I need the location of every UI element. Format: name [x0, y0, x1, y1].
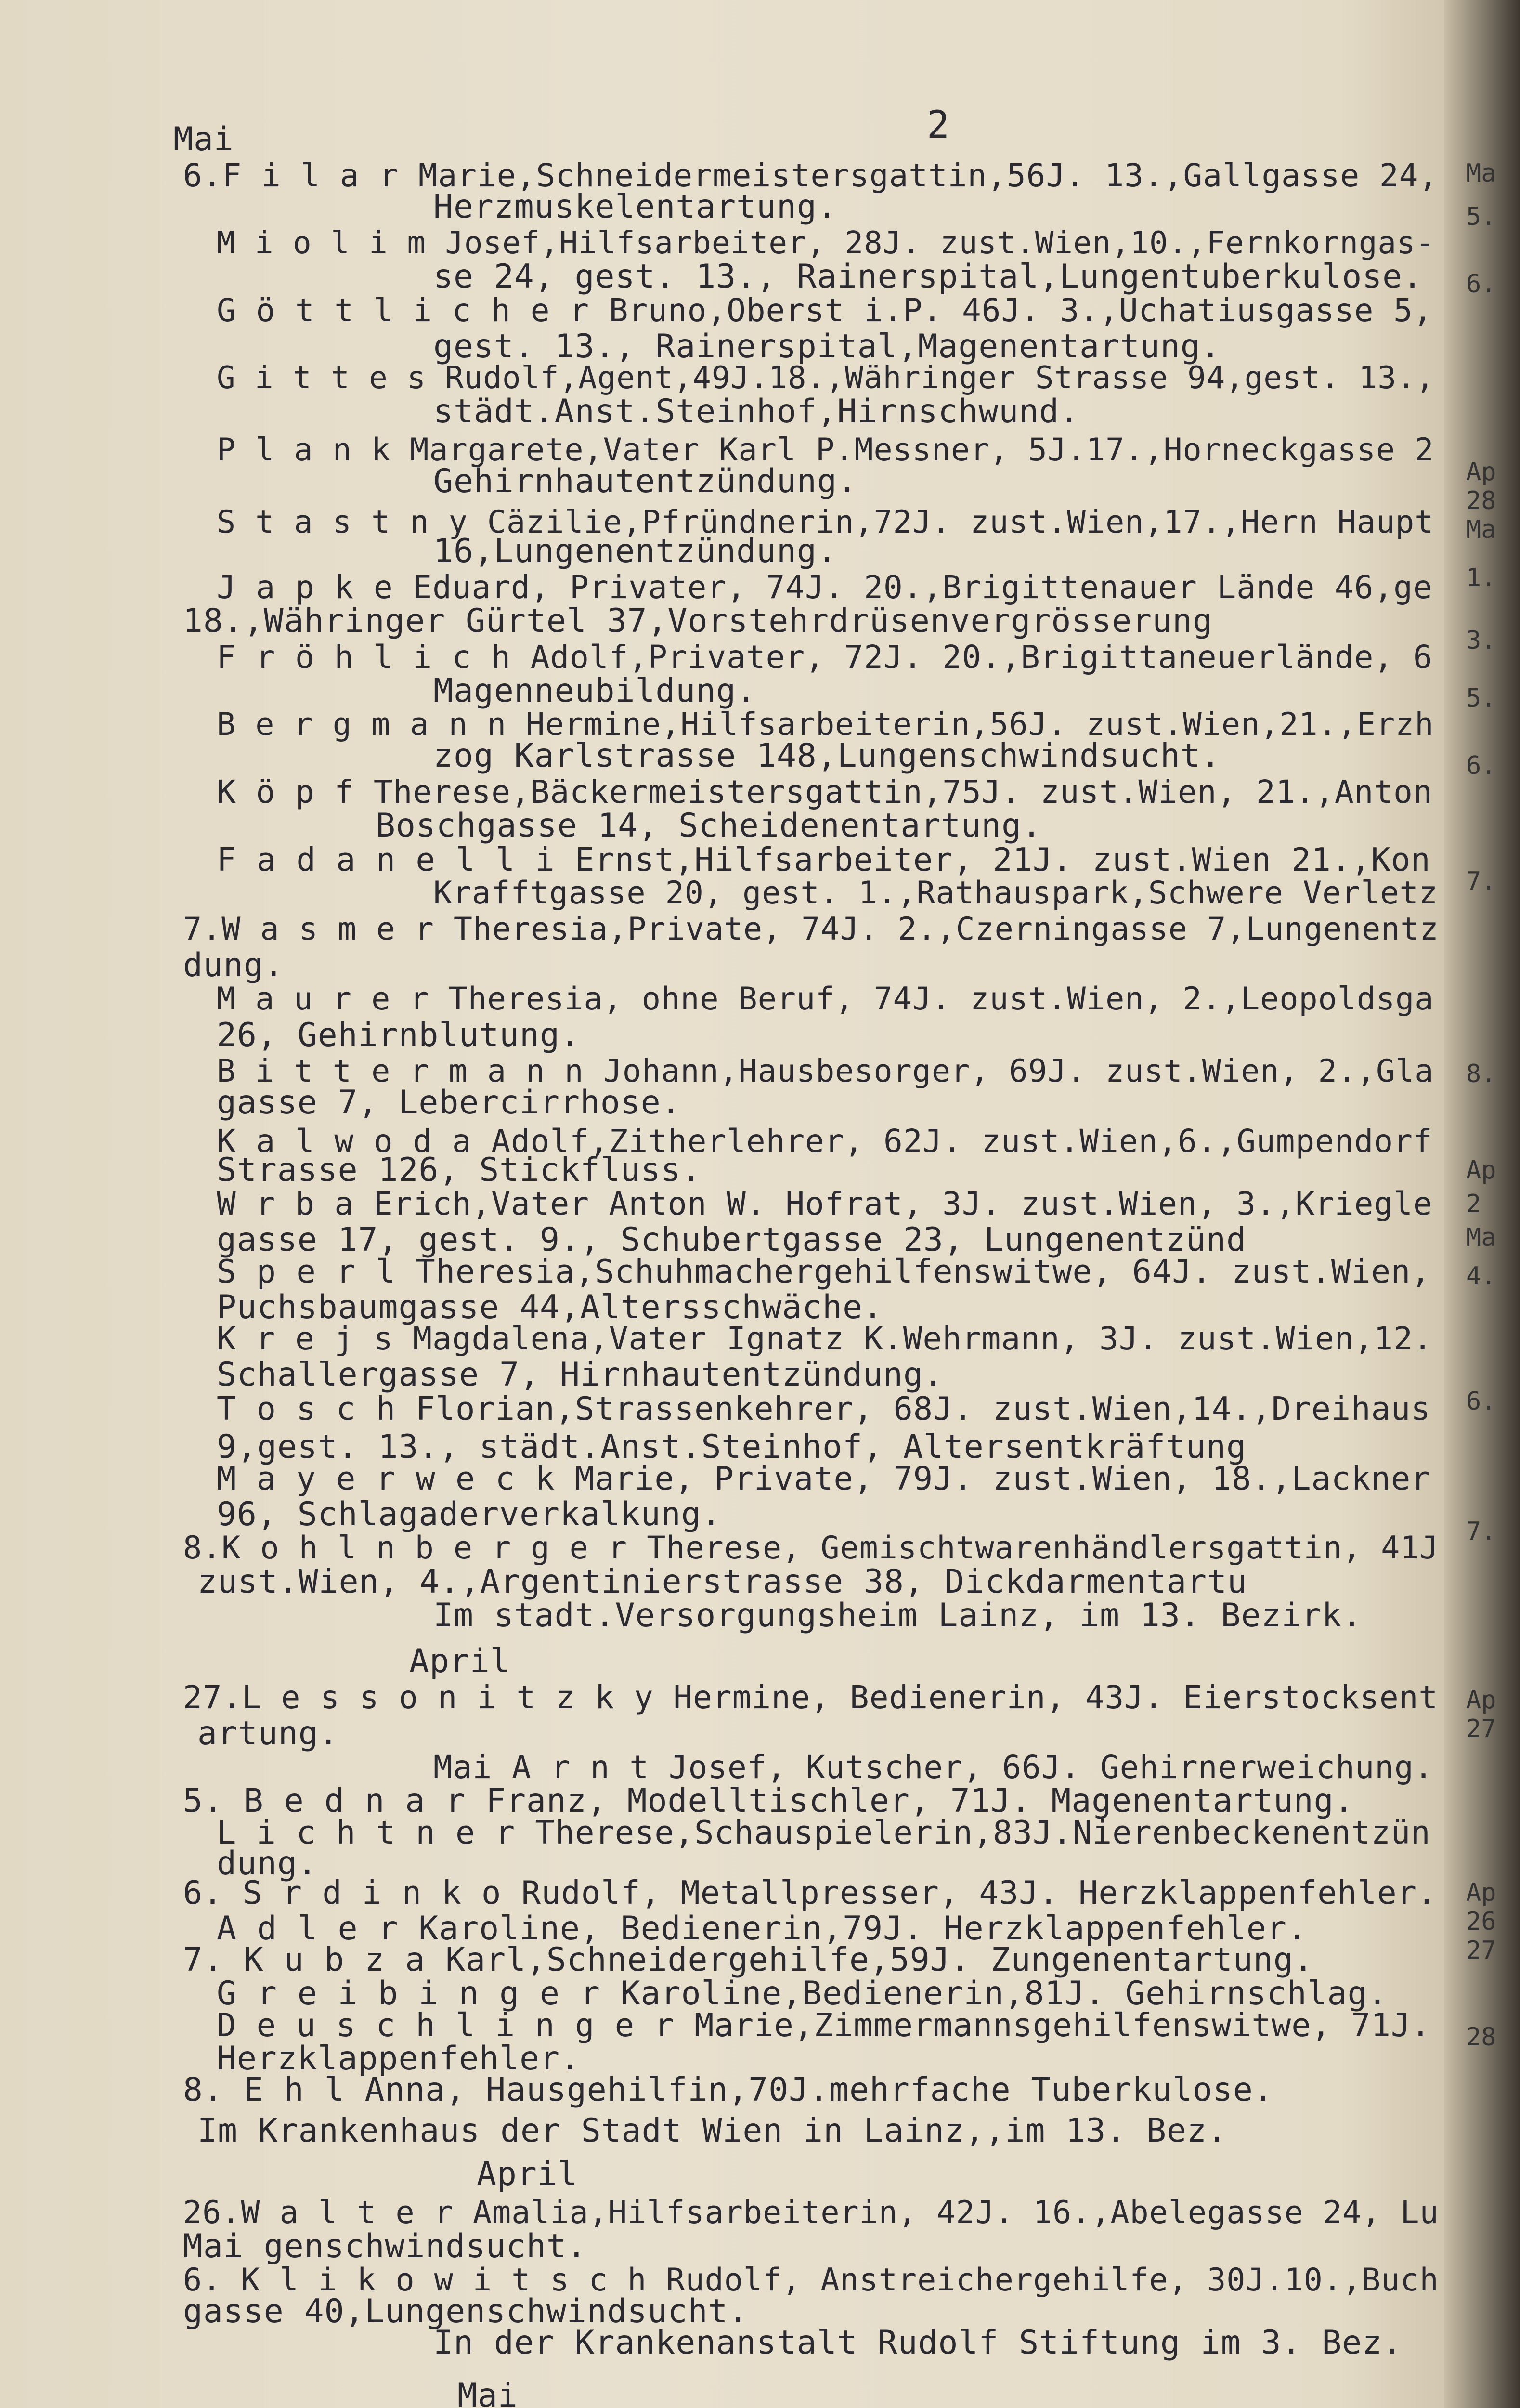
register-line: J a p k e Eduard, Privater, 74J. 20.,Brigittenauer Lände 46,ge: [217, 569, 1433, 606]
register-line: Krafftgasse 20, gest. 1.,Rathauspark,Schwere Verletz: [433, 875, 1438, 911]
margin-fragment: Ap: [1466, 1686, 1496, 1714]
register-line: S p e r l Theresia,Schuhmachergehilfenswitwe, 64J. zust.Wien,: [217, 1253, 1431, 1290]
margin-fragment: 8.: [1466, 1060, 1496, 1088]
margin-fragment: 28: [1466, 486, 1496, 515]
register-line: 6. K l i k o w i t s c h Rudolf, Anstreichergehilfe, 30J.10.,Buch: [183, 2262, 1439, 2298]
register-line: gasse 17, gest. 9., Schubertgasse 23, Lungenentzünd: [217, 1221, 1247, 1259]
margin-fragment: 5.: [1466, 202, 1496, 231]
register-line: K ö p f Therese,Bäckermeistersgattin,75J. zust.Wien, 21.,Anton: [217, 773, 1433, 811]
margin-fragment: Ap: [1466, 1156, 1496, 1185]
register-line: gest. 13., Rainerspital,Magenentartung.: [433, 327, 1221, 366]
margin-fragment: 2: [1466, 1190, 1481, 1218]
register-line: A d l e r Karoline, Bedienerin,79J. Herzklappenfehler.: [217, 1910, 1307, 1948]
margin-fragment: 27: [1466, 1936, 1496, 1965]
register-line: Mai: [173, 120, 234, 158]
register-line: D e u s c h l i n g e r Marie,Zimmermannsgehilfenswitwe, 71J.: [217, 2006, 1431, 2044]
register-line: 26.W a l t e r Amalia,Hilfsarbeiterin, 42J. 16.,Abelegasse 24, Lu: [183, 2195, 1439, 2231]
margin-fragment: 28: [1466, 2023, 1496, 2052]
register-line: gasse 7, Lebercirrhose.: [217, 1084, 681, 1122]
margin-fragment: 1.: [1466, 563, 1496, 592]
register-line: dung.: [183, 946, 284, 984]
register-line: M a y e r w e c k Marie, Private, 79J. zust.Wien, 18.,Lackner: [217, 1460, 1431, 1497]
register-line: dung.: [217, 1845, 318, 1883]
margin-fragment: Ma: [1466, 1223, 1496, 1252]
register-line: April: [477, 2155, 578, 2193]
register-line: 27.L e s s o n i t z k y Hermine, Bedienerin, 43J. Eierstocksent: [183, 1679, 1439, 1716]
register-line: Schallergasse 7, Hirnhautentzündung.: [217, 1356, 944, 1394]
register-line: S t a s t n y Cäzilie,Pfründnerin,72J. zust.Wien,17.,Hern Haupt: [217, 504, 1434, 540]
register-line: 18.,Währinger Gürtel 37,Vorstehrdrüsenvergrösserung: [183, 602, 1213, 640]
register-line: gasse 40,Lungenschwindsucht.: [183, 2292, 749, 2330]
margin-fragment: 6.: [1466, 1387, 1496, 1416]
register-line: 96, Schlagaderverkalkung.: [217, 1495, 722, 1533]
register-line: Herzklappenfehler.: [217, 2040, 580, 2078]
margin-fragment: Ma: [1466, 159, 1496, 188]
register-line: B e r g m a n n Hermine,Hilfsarbeiterin,56J. zust.Wien,21.,Erzh: [217, 707, 1434, 743]
register-line: M i o l i m Josef,Hilfsarbeiter, 28J. zust.Wien,10.,Fernkorngas-: [217, 225, 1435, 261]
register-line: 9,gest. 13., städt.Anst.Steinhof, Altersentkräftung: [217, 1428, 1247, 1466]
margin-fragment: 3.: [1466, 626, 1496, 655]
register-line: 6.F i l a r Marie,Schneidermeistersgattin,56J. 13.,Gallgasse 24,: [183, 157, 1439, 194]
register-line: 26, Gehirnblutung.: [217, 1016, 580, 1054]
margin-fragment: 6.: [1466, 270, 1496, 299]
register-line: Mai: [457, 2377, 518, 2408]
margin-fragment: Ma: [1466, 515, 1496, 544]
register-line: 7.W a s m e r Theresia,Private, 74J. 2.,Czerningasse 7,Lungenentz: [183, 911, 1439, 947]
register-line: F r ö h l i c h Adolf,Privater, 72J. 20.,Brigittaneuerlände, 6: [217, 639, 1433, 676]
register-line: Im Krankenhaus der Stadt Wien in Lainz,,im 13. Bez.: [197, 2112, 1227, 2150]
margin-fragment: 26: [1466, 1907, 1496, 1936]
register-line: B i t t e r m a n n Johann,Hausbesorger, 69J. zust.Wien, 2.,Gla: [217, 1053, 1434, 1089]
register-line: 16,Lungenentzündung.: [433, 532, 837, 570]
register-line: 8. E h l Anna, Hausgehilfin,70J.mehrfache Tuberkulose.: [183, 2071, 1273, 2109]
page-number: 2: [927, 104, 949, 147]
register-line: Puchsbaumgasse 44,Altersschwäche.: [217, 1288, 883, 1326]
register-line: 8.K o h l n b e r g e r Therese, Gemischtwarenhändlersgattin, 41J: [183, 1530, 1439, 1566]
margin-fragment: 7.: [1466, 867, 1496, 896]
register-line: G i t t e s Rudolf,Agent,49J.18.,Währinger Strasse 94,gest. 13.,: [217, 360, 1435, 396]
register-line: Herzmuskelentartung.: [433, 188, 837, 226]
register-line: se 24, gest. 13., Rainerspital,Lungentuberkulose.: [433, 258, 1423, 296]
register-line: W r b a Erich,Vater Anton W. Hofrat, 3J. zust.Wien, 3.,Kriegle: [217, 1185, 1433, 1222]
register-line: 6. S r d i n k o Rudolf, Metallpresser, 43J. Herzklappenfehler.: [183, 1874, 1437, 1911]
margin-fragment: 27: [1466, 1714, 1496, 1743]
register-line: 7. K u b z a Karl,Schneidergehilfe,59J. Zungenentartung.: [183, 1941, 1314, 1979]
register-line: Boschgasse 14, Scheidenentartung.: [376, 807, 1042, 845]
register-line: In der Krankenanstalt Rudolf Stiftung im 3. Bez.: [433, 2324, 1403, 2362]
register-line: P l a n k Margarete,Vater Karl P.Messner, 5J.17.,Horneckgasse 2: [217, 432, 1434, 468]
margin-fragment: 5.: [1466, 684, 1496, 713]
margin-fragment: 7.: [1466, 1517, 1496, 1546]
register-line: April: [409, 1642, 510, 1680]
margin-fragment: 4.: [1466, 1262, 1496, 1291]
register-line: Im stadt.Versorgungsheim Lainz, im 13. Bezirk.: [433, 1597, 1363, 1635]
register-line: Gehirnhautentzündung.: [433, 462, 857, 500]
margin-fragment: Ap: [1466, 458, 1496, 486]
register-line: L i c h t n e r Therese,Schauspielerin,83J.Nierenbeckenentzün: [217, 1814, 1431, 1851]
register-line: Magenneubildung.: [433, 672, 757, 710]
register-line: 5. B e d n a r Franz, Modelltischler, 71J. Magenentartung.: [183, 1782, 1354, 1820]
register-line: M a u r e r Theresia, ohne Beruf, 74J. zust.Wien, 2.,Leopoldsga: [217, 981, 1434, 1017]
register-line: artung.: [197, 1714, 339, 1753]
register-line: G ö t t l i c h e r Bruno,Oberst i.P. 46J. 3.,Uchatiusgasse 5,: [217, 292, 1433, 329]
register-line: K r e j s Magdalena,Vater Ignatz K.Wehrmann, 3J. zust.Wien,12.: [217, 1320, 1433, 1357]
register-line: G r e i b i n g e r Karoline,Bedienerin,81J. Gehirnschlag.: [217, 1975, 1388, 2013]
register-line: zog Karlstrasse 148,Lungenschwindsucht.: [433, 737, 1221, 775]
register-line: städt.Anst.Steinhof,Hirnschwund.: [433, 393, 1080, 431]
register-line: F a d a n e l l i Ernst,Hilfsarbeiter, 21J. zust.Wien 21.,Kon: [217, 841, 1431, 878]
register-line: K a l w o d a Adolf,Zitherlehrer, 62J. zust.Wien,6.,Gumpendorf: [217, 1123, 1433, 1160]
register-line: Strasse 126, Stickfluss.: [217, 1151, 702, 1189]
margin-fragment: 6.: [1466, 751, 1496, 780]
register-line: Mai A r n t Josef, Kutscher, 66J. Gehirnerweichung.: [433, 1749, 1434, 1786]
register-line: Mai genschwindsucht.: [183, 2227, 587, 2265]
margin-fragment: Ap: [1466, 1878, 1496, 1907]
register-line: T o s c h Florian,Strassenkehrer, 68J. zust.Wien,14.,Dreihaus: [217, 1390, 1431, 1427]
register-line: zust.Wien, 4.,Argentinierstrasse 38, Dickdarmentartu: [197, 1563, 1247, 1601]
